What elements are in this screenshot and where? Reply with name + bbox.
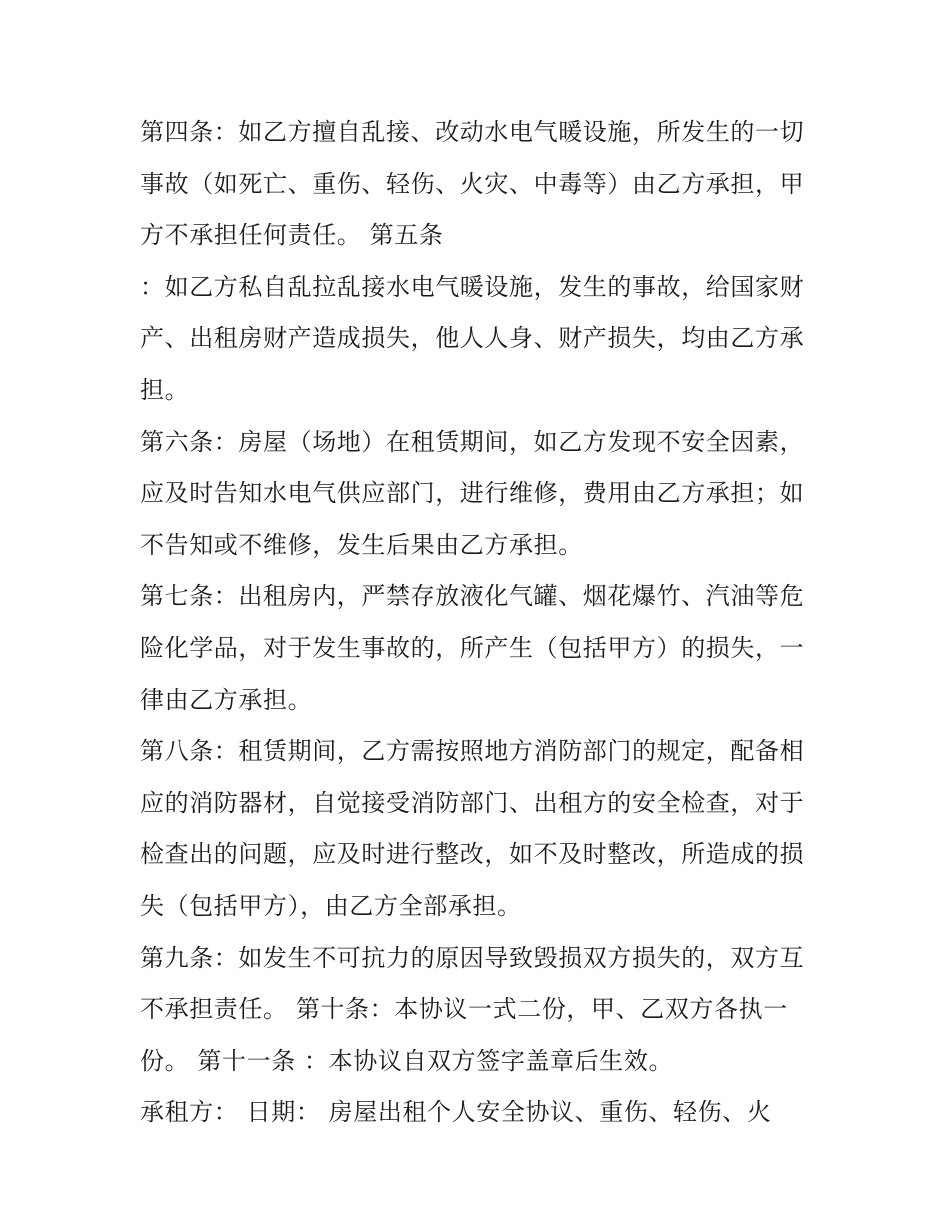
text-line: 第八条：租赁期间，乙方需按照地方消防部门的规定，配备相 (140, 737, 805, 766)
text-line: 担。 (140, 375, 190, 404)
text-line: 第九条：如发生不可抗力的原因导致毁损双方损失的，双方互 (140, 943, 805, 972)
text-line: 险化学品，对于发生事故的，所产生（包括甲方）的损失，一 (140, 633, 805, 662)
text-line: 份。 第十一条 ：本协议自双方签字盖章后生效。 (140, 1046, 674, 1075)
text-line: 失（包括甲方），由乙方全部承担。 (140, 891, 522, 920)
text-line: 第七条：出租房内，严禁存放液化气罐、烟花爆竹、汽油等危 (140, 582, 805, 611)
text-line: ：如乙方私自乱拉乱接水电气暖设施，发生的事故，给国家财 (140, 272, 805, 301)
text-line: 应的消防器材，自觉接受消防部门、出租方的安全检查，对于 (140, 788, 805, 817)
text-line: 承租方： 日期： 房屋出租个人安全协议、重伤、轻伤、火 (140, 1098, 772, 1127)
text-line: 不承担责任。 第十条：本协议一式二份，甲、乙双方各执一 (140, 995, 788, 1024)
text-line: 第六条：房屋（场地）在租赁期间，如乙方发现不安全因素， (140, 427, 805, 456)
text-line: 律由乙方承担。 (140, 685, 313, 714)
text-line: 第四条：如乙方擅自乱接、改动水电气暖设施，所发生的一切 (140, 118, 805, 146)
text-line: 检查出的问题，应及时进行整改，如不及时整改，所造成的损 (140, 840, 805, 869)
text-line: 产、出租房财产造成损失，他人人身、财产损失，均由乙方承 (140, 324, 805, 353)
text-line: 应及时告知水电气供应部门，进行维修，费用由乙方承担；如 (140, 479, 805, 508)
text-line: 事故（如死亡、重伤、轻伤、火灾、中毒等）由乙方承担，甲 (140, 169, 805, 198)
text-line: 方不承担任何责任。 第五条 (140, 221, 444, 250)
text-line: 不告知或不维修，发生后果由乙方承担。 (140, 530, 583, 559)
document-body (140, 107, 820, 1139)
